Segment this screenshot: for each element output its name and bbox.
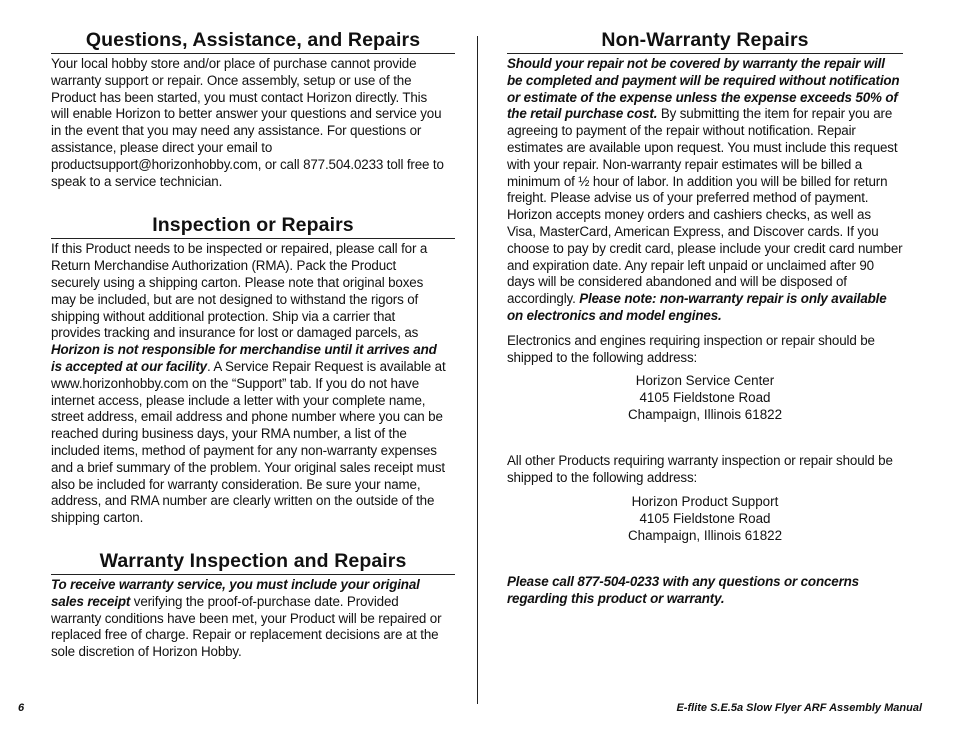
right-column [507, 28, 903, 608]
non-warranty-heading: Non-Warranty Repairs [507, 28, 903, 54]
column-divider [477, 36, 478, 704]
non-warranty-note: Please note: non-warranty repair is only available on electronics and model engines. [507, 291, 887, 323]
warranty-body-emphasis: To receive warranty service, you must include your original sales receipt [51, 576, 420, 609]
address-line: Horizon Service Center [635, 373, 775, 389]
inspection-heading: Inspection or Repairs [51, 213, 455, 239]
inspection-section [51, 213, 447, 527]
questions-body: Your local hobby store and/or place of purchase cannot provide warranty support or repair. Once assembly, setup or use of the Product has been started, you must contact Horizon directly. This will enable Horizon to better answer your questions and service you in the event that you may need any assistance. For questions or assistance, please direct your email to productsupport@horizonhobby.com, or call 877.504.0233 toll free to speak to a service technician. [51, 56, 444, 189]
address-line: Horizon Product Support [631, 493, 779, 509]
address-line: 4105 Fieldstone Road [639, 390, 771, 406]
questions-section [51, 28, 447, 190]
service-center-address [507, 372, 903, 423]
manual-title: E-flite S.E.5a Slow Flyer ARF Assembly Manual [676, 702, 922, 714]
page-number: 6 [18, 702, 25, 714]
address-line: Champaign, Illinois 61822 [627, 407, 783, 423]
other-products-shipping-text: All other Products requiring warranty inspection or repair should be shipped to the following address: [507, 453, 893, 486]
product-support-address [507, 493, 903, 544]
warranty-section [51, 549, 447, 661]
inspection-body-part-a: If this Product needs to be inspected or repaired, please call for a Return Merchandise Authorization (RMA). Pack the Product securely using a shipping carton. Please note that original boxes may be included, but are not designed to withstand the rigors of shipping without additional protection. Ship via a carrier that provides tracking and insurance for lost or damaged parcels, as [51, 241, 428, 341]
inspection-body [51, 241, 447, 527]
left-column [51, 28, 447, 661]
electronics-shipping-text: Electronics and engines requiring inspection or repair should be shipped to the following address: [507, 332, 875, 365]
warranty-body [51, 577, 447, 661]
inspection-body-part-c: . A Service Repair Request is available at www.horizonhobby.com on the “Support” tab. If you do not have internet access, please include a letter with your complete name, street address, email address and phone number where you can be reached during business days, your RMA number, a list of the included items, method of payment for any non-warranty expenses and a brief summary of the problem. Your original sales receipt must also be included for warranty consideration. Be sure your name, address, and RMA number are clearly written on the outside of the shipping carton. [51, 358, 446, 526]
non-warranty-body [507, 56, 903, 325]
inspection-body-emphasis: Horizon is not responsible for merchandise until it arrives and is accepted at our facility [51, 342, 437, 374]
address-line: Champaign, Illinois 61822 [627, 527, 783, 543]
questions-heading: Questions, Assistance, and Repairs [51, 28, 455, 54]
contact-note: Please call 877-504-0233 with any questions or concerns regarding this product or warranty. [507, 573, 859, 606]
warranty-heading: Warranty Inspection and Repairs [51, 549, 455, 575]
non-warranty-emphasis: Should your repair not be covered by warranty the repair will be completed and payment will be required without notification or estimate of the expense unless the expense exceeds 50% of the retail purchase cost. [507, 56, 900, 122]
non-warranty-text: By submitting the item for repair you are agreeing to payment of the repair without notification. Repair estimates are available upon request. You must include this request with your repair. Non-warranty repair estimates will be billed a minimum of ½ hour of labor. In addition you will be billed for return freight. Please advise us of your preferred method of payment. Horizon accepts money orders and cashiers checks, as well as Visa, MasterCard, American Express, and Discover cards. If you choose to pay by credit card, please include your credit card number and expiration date. Any repair left unpaid or unclaimed after 90 days will be considered abandoned and will be disposed of accordingly. [507, 106, 903, 307]
warranty-body-rest: verifying the proof-of-purchase date. Provided warranty conditions have been met, your Product will be repaired or replaced free of charge. Repair or replacement decisions are at the sole discretion of Horizon Hobby. [51, 593, 442, 660]
address-line: 4105 Fieldstone Road [639, 510, 771, 526]
